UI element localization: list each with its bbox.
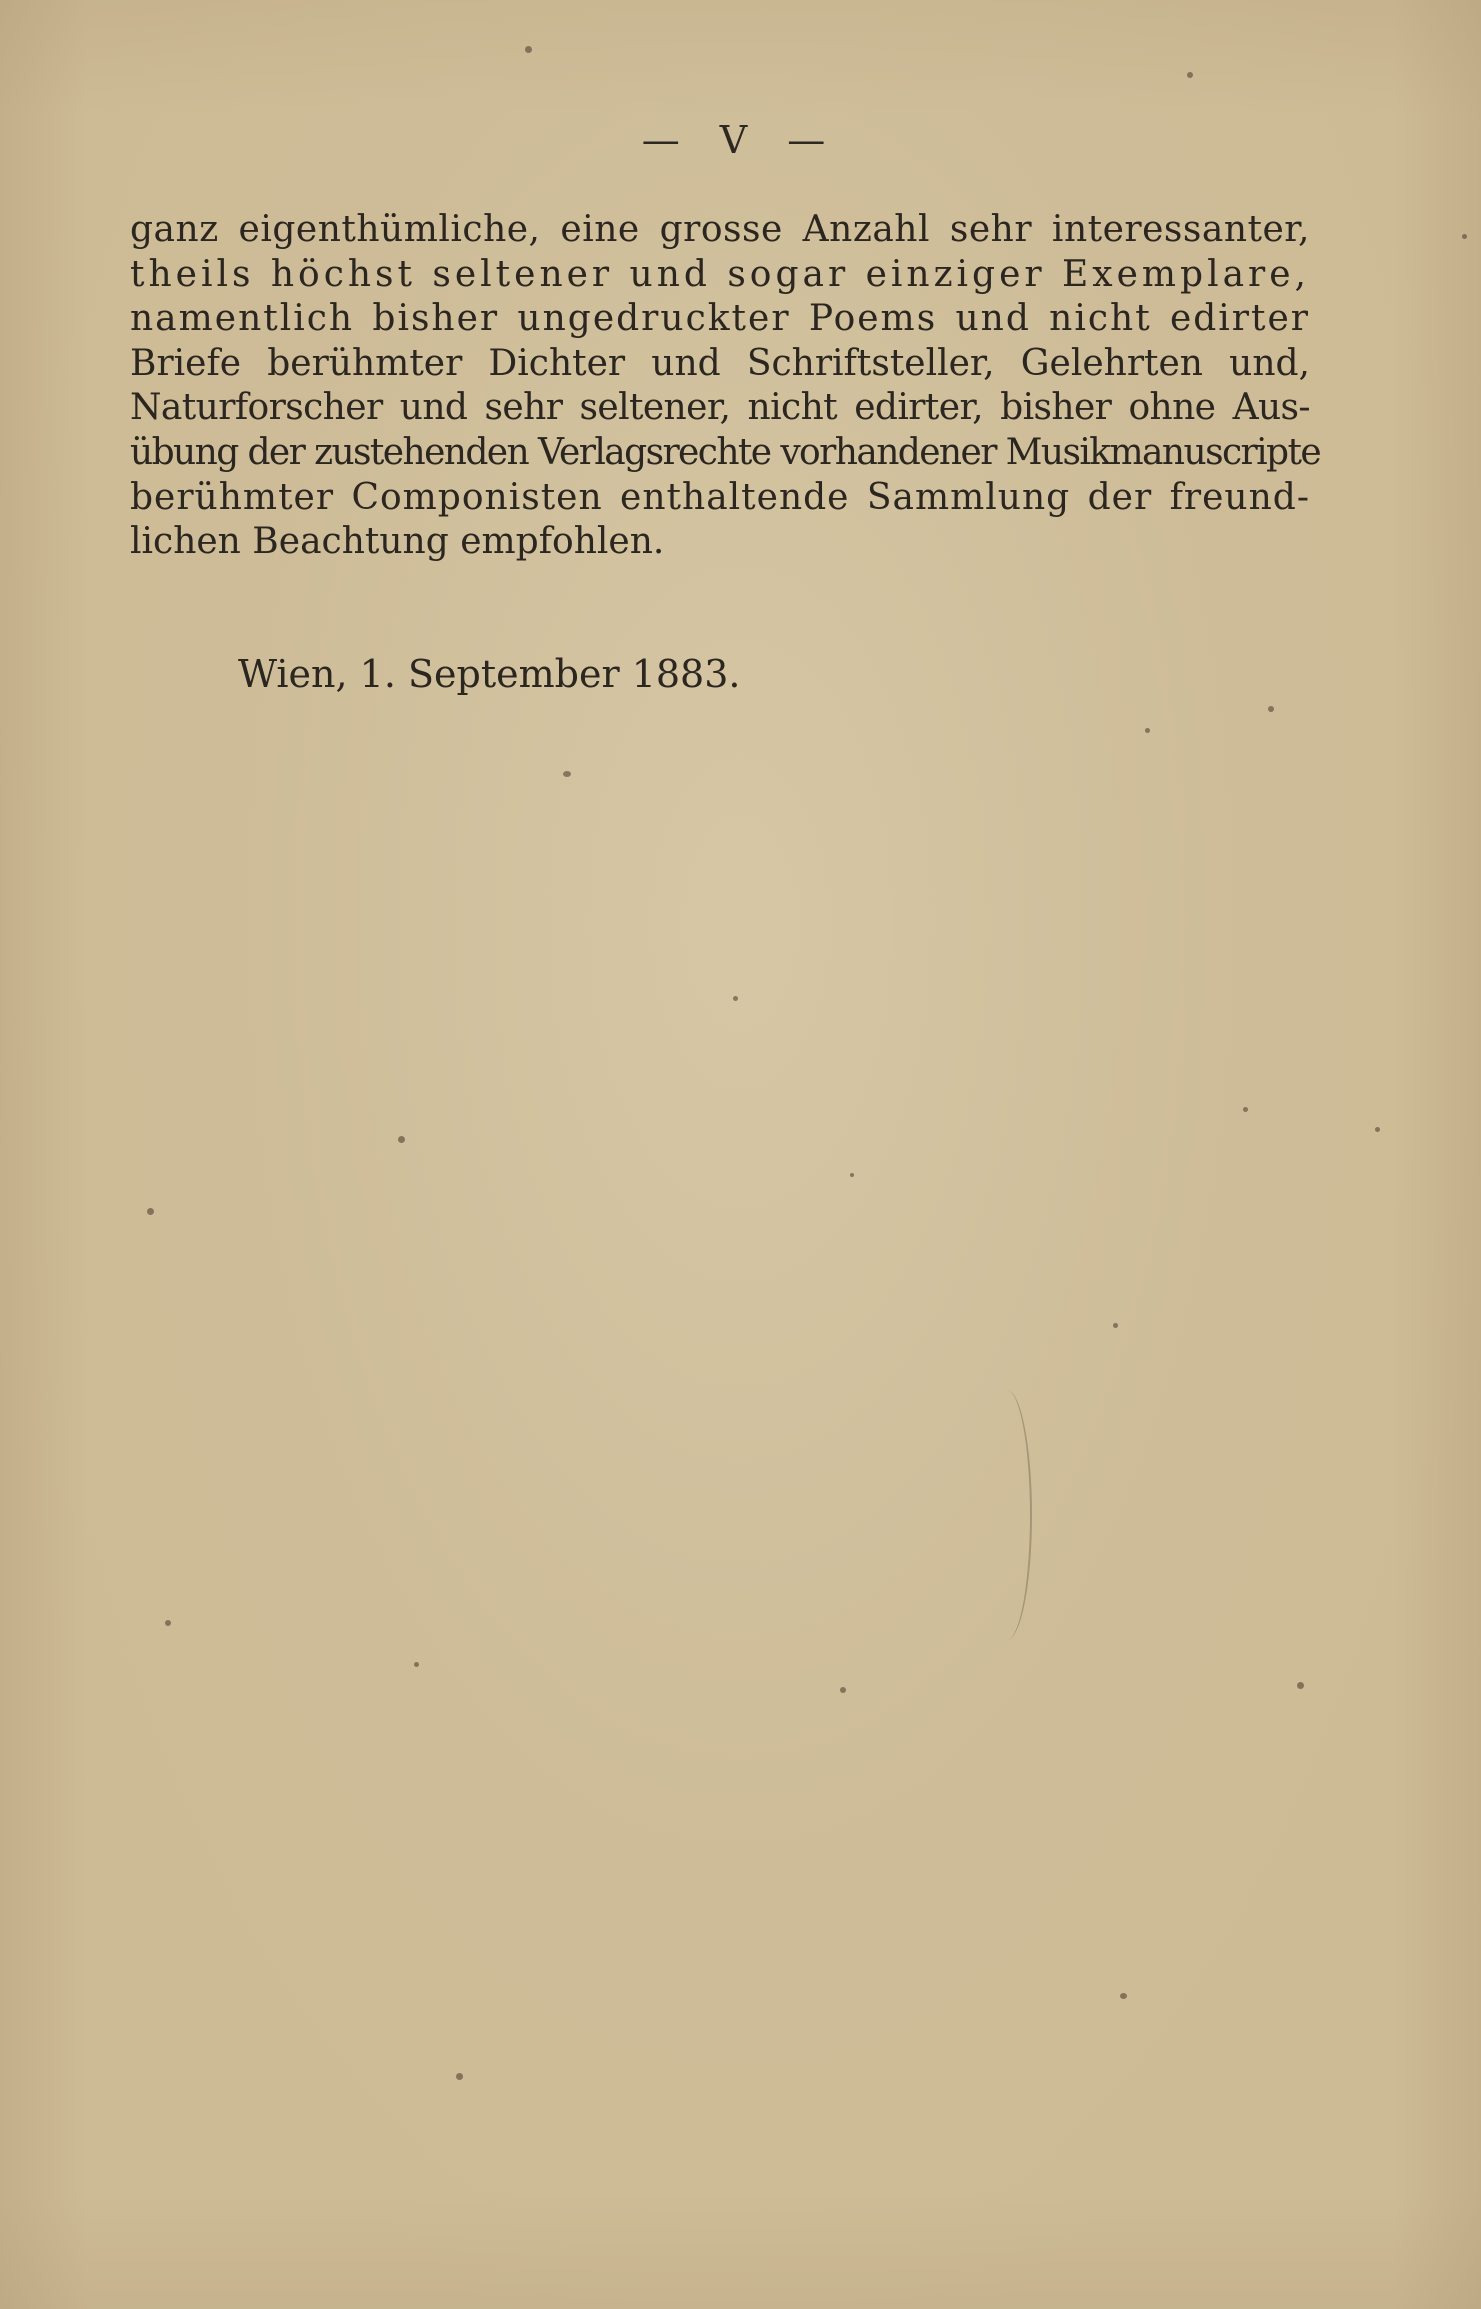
paper-speck (525, 46, 532, 53)
paper-speck (1243, 1107, 1248, 1112)
paper-speck (1145, 728, 1150, 733)
page-number: — V — (641, 118, 840, 162)
paragraph-line: namentlich bisher ungedruckter Poems und nicht edirter (130, 298, 1310, 340)
paragraph-line: Briefe berühmter Dichter und Schriftsteller, Gelehrten und, (130, 342, 1310, 384)
paper-speck (1375, 1127, 1380, 1132)
paper-speck (1462, 234, 1467, 239)
paper-speck (1297, 1682, 1304, 1689)
paper-speck (1187, 72, 1193, 78)
paper-crease (990, 1390, 1032, 1640)
paragraph-line: theils höchst seltener und sogar einziger Exemplare, (130, 253, 1310, 295)
body-paragraph (130, 208, 1321, 565)
paper-speck (733, 996, 738, 1001)
paper-speck (850, 1173, 854, 1177)
paragraph-line: ganz eigenthümliche, eine grosse Anzahl sehr interessanter, (130, 209, 1310, 250)
paragraph-line: Naturforscher und sehr seltener, nicht edirter, bisher ohne Aus- (130, 387, 1310, 429)
paragraph-line: berühmter Componisten enthaltende Sammlung der freund- (130, 476, 1310, 518)
paper-speck (1113, 1323, 1118, 1328)
paper-speck (165, 1620, 171, 1626)
paper-speck (456, 2073, 463, 2080)
dateline: Wien, 1. September 1883. (238, 652, 741, 696)
paper-speck (398, 1136, 405, 1143)
paper-speck (147, 1208, 154, 1215)
paper-speck (1268, 706, 1274, 712)
paper-speck (840, 1687, 846, 1693)
paragraph-line: übung der zustehenden Verlagsrechte vorhandener Musikmanuscripte (130, 431, 1321, 473)
paper-speck (1120, 1993, 1127, 1999)
paper-speck (563, 771, 571, 777)
paper-speck (414, 1662, 419, 1667)
paragraph-line: lichen Beachtung empfohlen. (130, 521, 665, 563)
